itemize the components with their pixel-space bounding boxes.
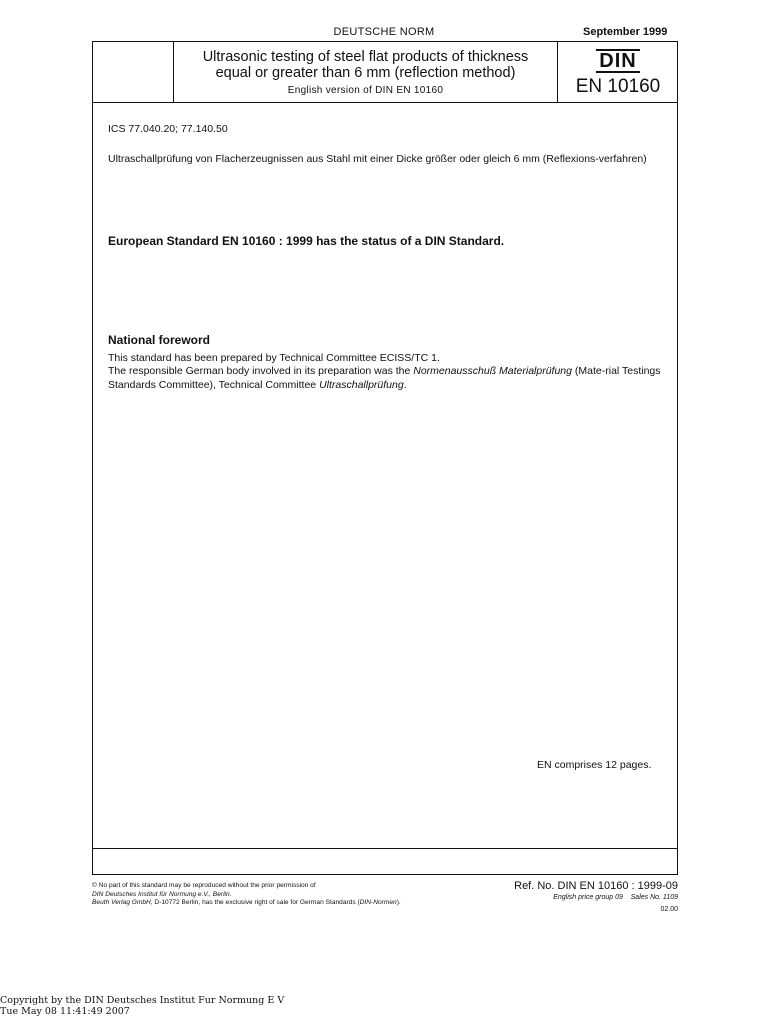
text-span: The responsible German body involved in its preparation was the bbox=[108, 365, 414, 377]
din-normen: DIN-Normen bbox=[359, 899, 397, 906]
watermark-line-1: Copyright by the DIN Deutsches Institut Fur Normung E V bbox=[0, 995, 285, 1006]
technical-committee-name: Ultraschallprüfung bbox=[319, 379, 404, 391]
watermark-line-2: Tue May 08 11:41:49 2007 bbox=[0, 1006, 130, 1017]
title-line-2: equal or greater than 6 mm (reflection method) bbox=[215, 65, 516, 81]
text-span: , D-10772 Berlin, has the exclusive right of sale for German Standards ( bbox=[150, 899, 360, 906]
copyright-notice bbox=[92, 882, 492, 908]
page-frame bbox=[92, 41, 678, 875]
edition-code: 02.00 bbox=[660, 906, 678, 913]
text-span: (Mate-rial Testings Standards Committee), Technical Committee bbox=[108, 365, 661, 391]
foreword-paragraph-2 bbox=[108, 364, 664, 392]
notice-line-1: © No part of this standard may be reproduced without the prior permission of bbox=[92, 882, 316, 889]
notice-line-3 bbox=[92, 899, 492, 908]
price-group: English price group 09 bbox=[553, 894, 623, 901]
institute-name: DIN Deutsches Institut für Normung e.V., Berlin. bbox=[92, 890, 232, 898]
page-count-note: EN comprises 12 pages. bbox=[537, 759, 652, 771]
committee-name: Normenausschuß Materialprüfung bbox=[413, 365, 572, 377]
notice-line-2 bbox=[92, 891, 492, 900]
download-watermark bbox=[0, 995, 284, 1017]
standard-number: EN 10160 bbox=[575, 76, 661, 97]
reference-number: Ref. No. DIN EN 10160 : 1999-09 bbox=[514, 880, 678, 892]
document-type-label: DEUTSCHE NORM bbox=[333, 26, 435, 38]
text-span: ). bbox=[396, 899, 401, 906]
header-standard-cell bbox=[558, 41, 678, 103]
title-line-1: Ultrasonic testing of steel flat products of thickness bbox=[202, 49, 529, 65]
price-sales-info bbox=[480, 894, 678, 901]
text-span: . bbox=[403, 379, 407, 391]
subtitle: English version of DIN EN 10160 bbox=[287, 85, 444, 96]
german-title: Ultraschallprüfung von Flacherzeugnissen aus Stahl mit einer Dicke größer oder gleich 6 mm (Reflexions-verfahren) bbox=[108, 153, 647, 165]
foreword-heading: National foreword bbox=[108, 333, 211, 347]
publisher-name: Beuth Verlag GmbH bbox=[92, 899, 151, 906]
din-logo: DIN bbox=[596, 49, 639, 73]
status-statement: European Standard EN 10160 : 1999 has the status of a DIN Standard. bbox=[108, 234, 505, 248]
footer-divider bbox=[92, 848, 678, 849]
sales-number: Sales No. 1109 bbox=[630, 894, 678, 901]
publication-date: September 1999 bbox=[583, 26, 668, 38]
foreword-paragraph-1: This standard has been prepared by Technical Committee ECISS/TC 1. bbox=[108, 352, 440, 364]
header-left-cell bbox=[92, 41, 174, 103]
ics-code: ICS 77.040.20; 77.140.50 bbox=[108, 123, 228, 135]
header-title-cell bbox=[174, 41, 558, 103]
